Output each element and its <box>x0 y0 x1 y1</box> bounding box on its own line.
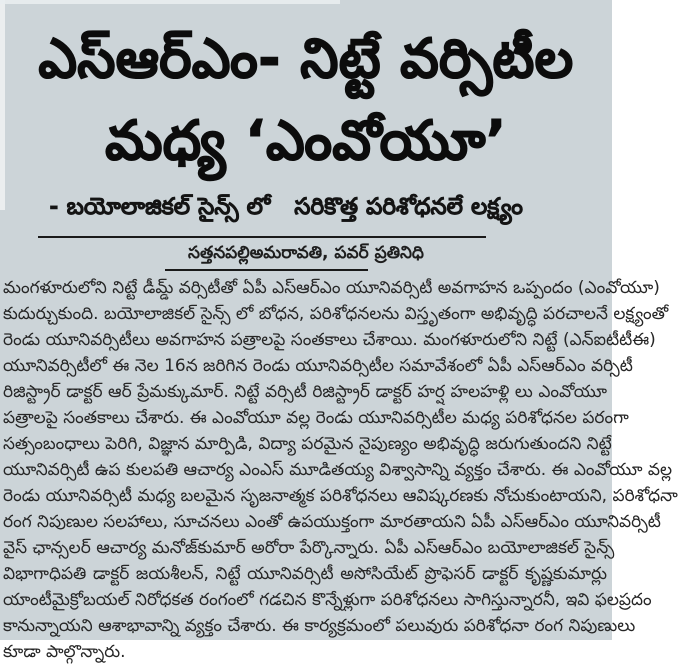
body-line: మంగళూరులోని నిట్టే డీమ్డ్ వర్సిటీతో ఏపీ ఎస్ఆర్ఎం యూనివర్సిటీ అవగాహన ఒప్పందం (ఎంవోయూ) <box>3 278 660 298</box>
article-subheadline: - బయోలాజికల్ సైన్స్ లో సరికొత్త పరిశోధనలే లక్ష్యం <box>49 194 523 220</box>
body-line: రెండు యూనివర్సిటీ మధ్య బలమైన సృజనాత్మక పరిశోధనలు ఆవిష్కరణకు నోచుకుంటాయని, పరిశోధనా <box>3 486 678 506</box>
article-byline: సత్తనపల్లిఅమరావతి, పవర్ ప్రతినిధి <box>188 243 424 263</box>
body-line: పత్రాలపై సంతకాలు చేశారు. ఈ ఎంవోయూ వల్ల రెండు యూనివర్సిటీల మధ్య పరిశోధనల పరంగా <box>3 408 629 428</box>
body-line: విభాగాధిపతి డాక్టర్ జయశీలన్, నిట్టే యూనివర్సిటీ అసోసియేట్ ప్రొఫెసర్ డాక్టర్ కృష్ణకుమార్లు <box>3 564 607 584</box>
body-line: రెండు యూనివర్సిటీలు అవగాహన పత్రాలపై సంతకాలు చేశాయి. మంగళూరులోని నిట్టే (ఎన్ఐటీటీఈ) <box>3 330 656 350</box>
headline-line-1: ఎస్ఆర్ఎం- నిట్టే వర్సిటీల <box>38 27 574 90</box>
body-line: యాంటీమైక్రోబయల్ నిరోధకత రంగంలో గడచిన కొన్నేళ్లుగా పరిశోధనలు సాగిస్తున్నారనీ, ఇవి ఫలప్రదం <box>3 590 652 610</box>
byline-rule <box>165 269 368 271</box>
body-line: రిజిస్ట్రార్ డాక్టర్ ఆర్ ప్రేమక్కుమార్. నిట్టే వర్సిటీ రిజిస్ట్రార్ డాక్టర్ హర్ష హలహళ్లి లు ఎంవోయూ <box>3 382 607 402</box>
body-line: కూడా పాల్గొన్నారు. <box>3 642 126 662</box>
body-line: వైస్ ఛాన్సలర్ ఆచార్య మనోజ్‌కుమార్ అరోరా పేర్కొన్నారు. ఏపీ ఎస్ఆర్ఎం బయోలాజికల్ సైన్స్ <box>3 538 615 558</box>
article-body <box>3 275 678 665</box>
body-line: కానున్నాయని ఆశాభావాన్ని వ్యక్తం చేశారు. ఈ కార్యక్రమంలో పలువురు పరిశోధనా రంగ నిపుణులు <box>3 616 636 636</box>
subheadline-rule <box>38 236 486 238</box>
body-line: యూనివర్సిటీలో ఈ నెల 16న జరిగిన రెండు యూనివర్సిటీల సమావేశంలో ఏపీ ఎస్ఆర్ఎం వర్సిటీ <box>3 356 633 376</box>
scan-edge-top <box>0 0 340 4</box>
body-line: యూనివర్సిటీ ఉప కులపతి ఆచార్య ఎంఎస్ మూడితయ్య విశ్వాసాన్ని వ్యక్తం చేశారు. ఈ ఎంవోయూ వల్ల <box>3 460 673 480</box>
body-line: కుదుర్చుకుంది. బయోలాజికల్ సైన్స్ లో బోధన, పరిశోధనలను విస్తృతంగా అభివృద్ధి పరచాలనే లక్ష్యంతో <box>3 304 669 324</box>
body-line: సత్సంబంధాలు పెరిగి, విజ్ఞాన మార్పిడి, విద్యా పరమైన నైపుణ్యం అభివృద్ధి జరుగుతుందని నిట్టే <box>3 434 612 454</box>
body-line: రంగ నిపుణుల సలహాలు, సూచనలు ఎంతో ఉపయుక్తంగా మారతాయని ఏపీ ఎస్ఆర్ఎం యూనివర్సిటీ <box>3 512 661 532</box>
article-headline <box>0 18 612 182</box>
headline-line-2: మధ్య ‘ఎంవోయూ’ <box>105 109 507 172</box>
